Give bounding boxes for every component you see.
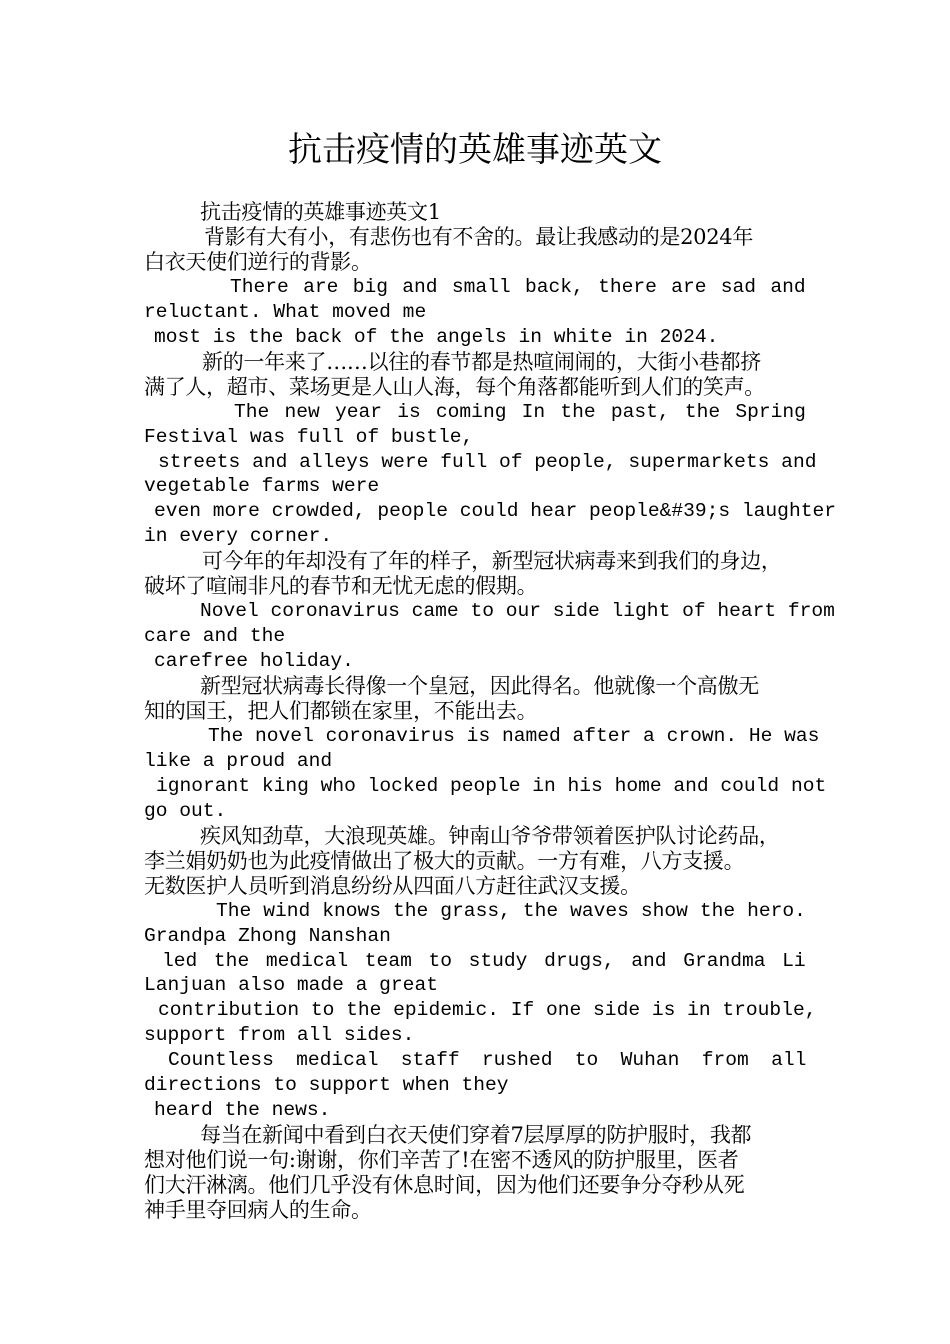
text-line: 新型冠状病毒长得像一个皇冠，因此得名。他就像一个高傲无 [200, 674, 759, 699]
text-line: 抗击疫情的英雄事迹英文1 [200, 200, 441, 224]
document-title: 抗击疫情的英雄事迹英文 [288, 130, 662, 170]
text-line: led the medical team to study drugs, and Grandma Li [162, 949, 806, 972]
text-line: 无数医护人员听到消息纷纷从四面八方赶往武汉支援。 [144, 873, 641, 898]
text-line: The new year is coming In the past, the Spring [234, 400, 806, 423]
text-line: Novel coronavirus came to our side light of heart from [200, 600, 835, 623]
text-line: support from all sides. [144, 1024, 415, 1047]
text-line: like a proud and [144, 749, 333, 772]
text-line: The wind knows the grass, the waves show the hero. [216, 899, 806, 922]
text-line: 知的国王，把人们都锁在家里，不能出去。 [144, 699, 538, 723]
text-line: 神手里夺回病人的生命。 [144, 1198, 372, 1222]
text-line: care and the [144, 625, 286, 648]
text-line: reluctant. What moved me [144, 300, 427, 323]
text-line: The novel coronavirus is named after a crown. He was [208, 724, 820, 747]
text-line: contribution to the epidemic. If one side is in trouble, [158, 999, 817, 1022]
text-line: 满了人，超市、菜场更是人山人海，每个角落都能听到人们的笑声。 [144, 374, 765, 399]
text-line: even more crowded, people could hear people&#39;s laughter [154, 500, 836, 523]
text-line: Festival was full of bustle, [144, 425, 474, 448]
text-line: Grandpa Zhong Nanshan [144, 924, 391, 947]
text-line: ignorant king who locked people in his home and could not [156, 774, 827, 797]
text-line: 背影有大有小，有悲伤也有不舍的。最让我感动的是2024年 [204, 224, 754, 249]
text-line: 可今年的年却没有了年的样子，新型冠状病毒来到我们的身边， [202, 549, 782, 574]
text-line: heard the news. [154, 1099, 331, 1122]
text-line: 每当在新闻中看到白衣天使们穿着7层厚厚的防护服时，我都 [200, 1123, 752, 1148]
text-line: Lanjuan also made a great [144, 974, 438, 997]
text-line: go out. [144, 799, 227, 822]
text-line: vegetable farms were [144, 475, 380, 498]
text-line: carefree holiday. [154, 650, 354, 673]
text-line: 们大汗淋漓。他们几乎没有休息时间，因为他们还要争分夺秒从死 [144, 1173, 745, 1198]
text-line: 李兰娟奶奶也为此疫情做出了极大的贡献。一方有难，八方支援。 [144, 848, 745, 873]
text-line: directions to support when they [144, 1074, 509, 1097]
text-line: Countless medical staff rushed to Wuhan from all [168, 1049, 807, 1072]
text-line: 白衣天使们逆行的背影。 [144, 249, 372, 274]
text-line: 想对他们说一句:谢谢，你们辛苦了!在密不透风的防护服里，医者 [144, 1148, 739, 1173]
text-line: 破坏了喧闹非凡的春节和无忧无虑的假期。 [144, 574, 538, 599]
text-line: streets and alleys were full of people, supermarkets and [158, 450, 817, 473]
text-line: 新的一年来了……以往的春节都是热喧闹闹的，大街小巷都挤 [202, 349, 761, 374]
text-line: There are big and small back, there are sad and [230, 275, 806, 298]
text-line: most is the back of the angels in white in 2024. [154, 325, 719, 348]
text-line: 疾风知劲草，大浪现英雄。钟南山爷爷带领着医护队讨论药品， [200, 823, 780, 848]
text-line: in every corner. [144, 525, 333, 548]
